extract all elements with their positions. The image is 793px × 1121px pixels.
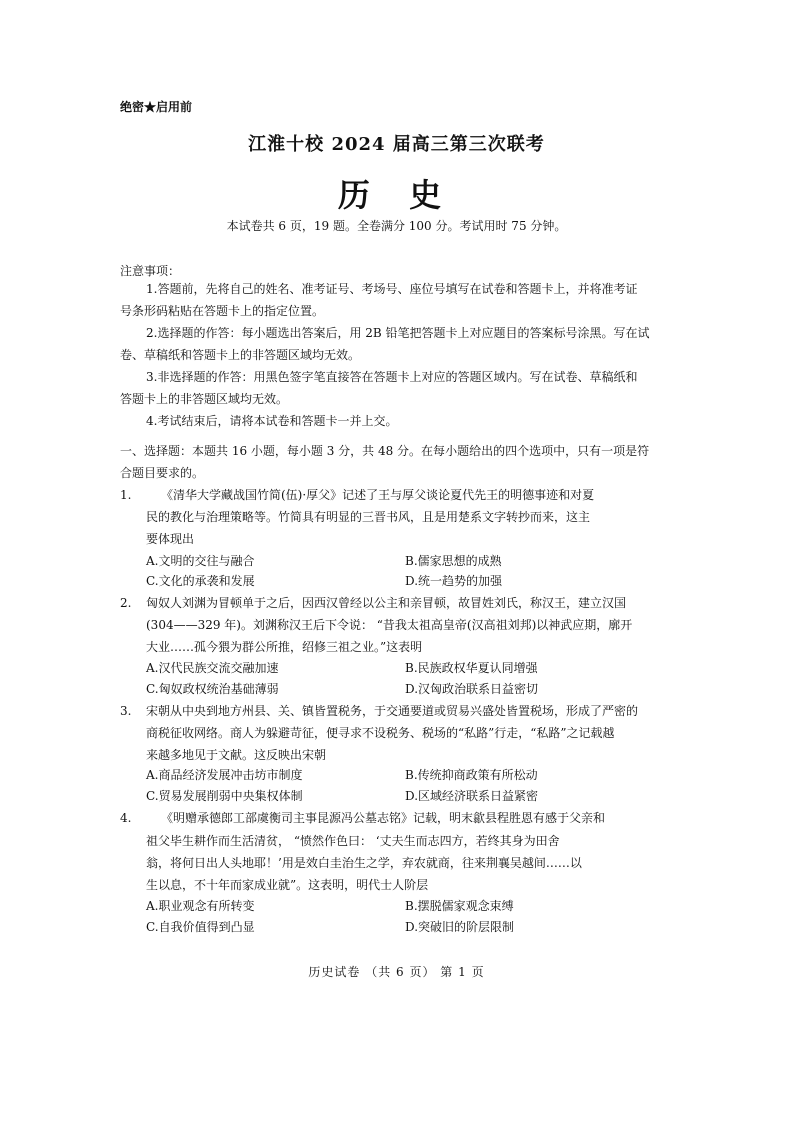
question-4-option-d: D.突破旧的阶层限制 bbox=[405, 920, 515, 934]
question-4-text: 《明赠承德郎工部虞衡司主事昆源冯公墓志铭》记载，明末歙县程胜恩有感于父亲和 bbox=[161, 811, 606, 825]
question-2-option-a: A.汉代民族交流交融加速 bbox=[146, 661, 279, 675]
question-3-option-b: B.传统抑商政策有所松动 bbox=[405, 768, 538, 782]
notes-line: 2.选择题的作答：每小题选出答案后，用 2B 铅笔把答题卡上对应题目的答案标号涂黑。写在试 bbox=[146, 326, 650, 340]
notes-line: 4.考试结束后，请将本试卷和答题卡一并上交。 bbox=[146, 414, 398, 428]
question-4-option-c: C.自我价值得到凸显 bbox=[146, 920, 255, 934]
question-2-option-c: C.匈奴政权统治基础薄弱 bbox=[146, 682, 279, 696]
question-1-option-d: D.统一趋势的加强 bbox=[405, 574, 503, 588]
question-4-text: 祖父毕生耕作而生活清贫， “愤然作色曰： ‘丈夫生而志四方，若终其身为田舍 bbox=[146, 834, 560, 848]
question-3-option-d: D.区域经济联系日益紧密 bbox=[405, 789, 539, 803]
notes-heading: 注意事项： bbox=[120, 264, 181, 278]
question-2-number: 2. bbox=[120, 596, 132, 610]
question-3-text: 商税征收网络。商人为躲避苛征，便寻求不设税务、税场的“私路”行走，“私路”之记载越 bbox=[146, 726, 615, 740]
question-4-option-b: B.摆脱儒家观念束缚 bbox=[405, 899, 514, 913]
notes-line: 3.非选择题的作答：用黑色签字笔直接答在答题卡上对应的答题区域内。写在试卷、草稿纸和 bbox=[146, 370, 638, 384]
question-2-text: (304——329 年)。刘渊称汉王后下令说： “昔我太祖高皇帝(汉高祖刘邦)以神武应期，廓开 bbox=[146, 618, 633, 632]
question-1-option-c: C.文化的承袭和发展 bbox=[146, 574, 255, 588]
question-1-option-b: B.儒家思想的成熟 bbox=[405, 554, 502, 568]
question-3-option-a: A.商品经济发展冲击坊市制度 bbox=[146, 768, 303, 782]
question-1-text: 《清华大学藏战国竹简(伍)·厚父》记述了王与厚父谈论夏代先王的明德事迹和对夏 bbox=[161, 488, 595, 502]
question-2-option-b: B.民族政权华夏认同增强 bbox=[405, 661, 538, 675]
question-3-number: 3. bbox=[120, 704, 132, 718]
exam-info: 本试卷共 6 页，19 题。全卷满分 100 分。考试用时 75 分钟。 bbox=[226, 219, 567, 233]
notes-line: 1.答题前，先将自己的姓名、准考证号、考场号、座位号填写在试卷和答题卡上，并将准考证 bbox=[146, 282, 638, 296]
question-1-number: 1. bbox=[120, 488, 132, 502]
question-4-text: 翁，将何日出人头地耶！’用是效白圭治生之学，弃农就商，往来荆襄吴越间……以 bbox=[146, 856, 582, 870]
secret-label: 绝密★启用前 bbox=[120, 100, 193, 114]
question-3-text: 宋朝从中央到地方州县、关、镇皆置税务，于交通要道或贸易兴盛处皆置税场，形成了严密的 bbox=[146, 704, 639, 718]
question-2-option-d: D.汉匈政治联系日益密切 bbox=[405, 682, 539, 696]
subject-title: 历 史 bbox=[337, 176, 456, 214]
notes-line: 号条形码粘贴在答题卡上的指定位置。 bbox=[120, 304, 325, 318]
notes-line: 卷、草稿纸和答题卡上的非答题区域均无效。 bbox=[120, 348, 361, 362]
question-2-text: 匈奴人刘渊为冒顿单于之后，因西汉曾经以公主和亲冒顿，故冒姓刘氏，称汉王，建立汉国 bbox=[146, 596, 627, 610]
section-heading-cont: 合题目要求的。 bbox=[120, 466, 205, 480]
section-heading: 一、选择题：本题共 16 小题，每小题 3 分，共 48 分。在每小题给出的四个选项中，只有一项是符 bbox=[120, 444, 650, 458]
question-1-text: 要体现出 bbox=[146, 532, 195, 546]
question-4-text: 生以息，不十年而家成业就”。这表明，明代士人阶层 bbox=[146, 878, 429, 892]
question-1-option-a: A.文明的交往与融合 bbox=[146, 554, 255, 568]
exam-title: 江淮十校 2024 届高三第三次联考 bbox=[248, 134, 545, 155]
notes-line: 答题卡上的非答题区域均无效。 bbox=[120, 392, 289, 406]
question-3-option-c: C.贸易发展削弱中央集权体制 bbox=[146, 789, 303, 803]
question-3-text: 来越多地见于文献。这反映出宋朝 bbox=[146, 748, 327, 762]
question-4-option-a: A.职业观念有所转变 bbox=[146, 899, 255, 913]
page-footer: 历史试卷 （共 6 页） 第 1 页 bbox=[308, 965, 485, 979]
question-4-number: 4. bbox=[120, 811, 132, 825]
question-1-text: 民的教化与治理策略等。竹简具有明显的三晋书风，且是用楚系文字转抄而来，这主 bbox=[146, 510, 591, 524]
question-2-text: 大业……孤今猥为群公所推，绍修三祖之业。”这表明 bbox=[146, 640, 423, 654]
